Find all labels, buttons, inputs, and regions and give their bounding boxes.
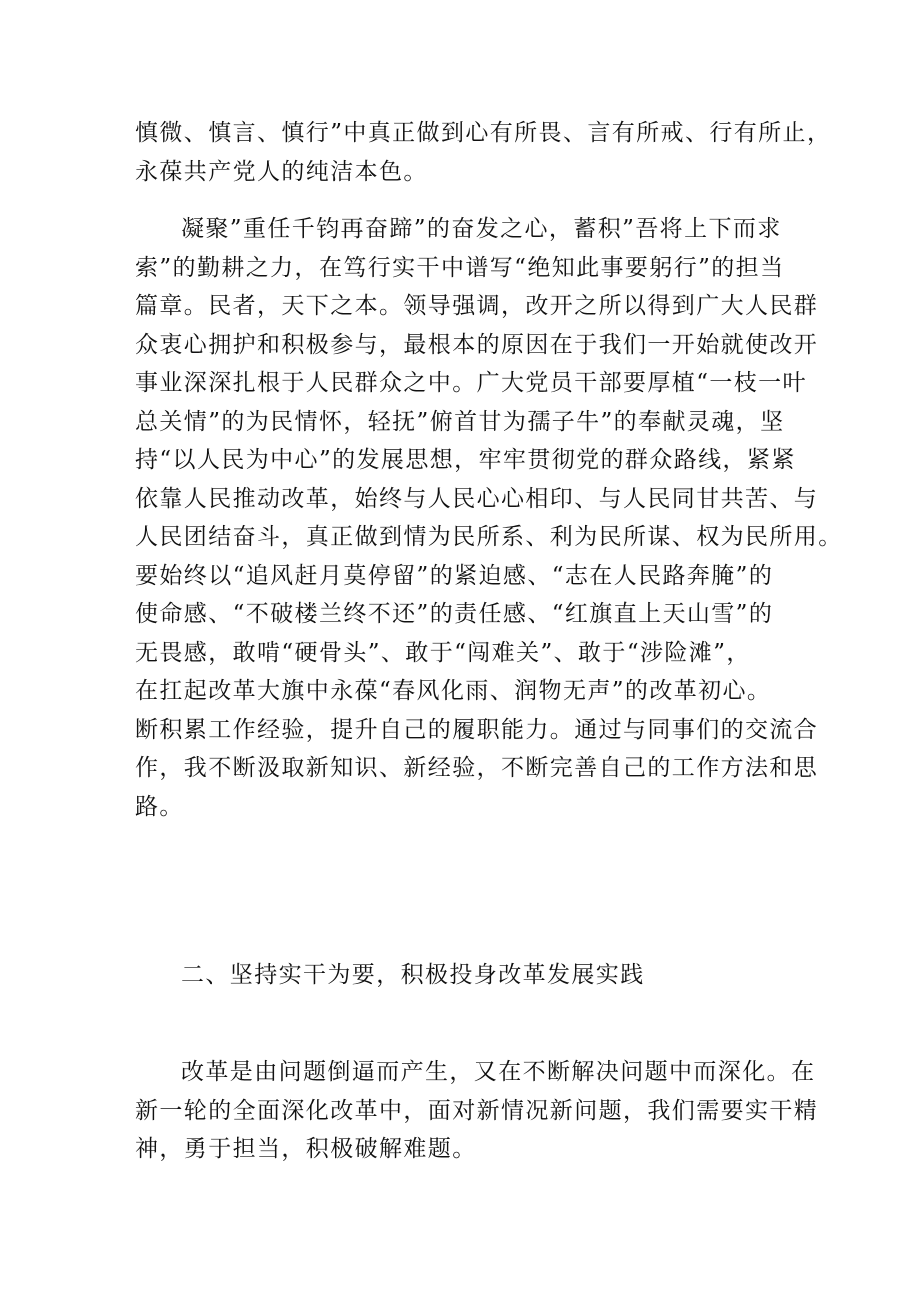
text-line: 依靠人民推动改革，始终与人民心心相印、与人民同甘共苦、与 — [135, 485, 819, 512]
text-line: 众衷心拥护和积极参与，最根本的原因在于我们一开始就使改开 — [135, 331, 819, 358]
text-line: 在扛起改革大旗中永葆“春风化雨、润物无声”的改革初心。 — [135, 678, 772, 704]
text-line: 篇章。民者，天下之本。领导强调，改开之所以得到广大人民群 — [135, 293, 819, 319]
text-line: 慎微、慎言、慎行”中真正做到心有所畏、言有所戒、行有所止， — [135, 120, 832, 146]
text-line: 持“以人民为中心”的发展思想，牢牢贯彻党的群众路线，紧紧 — [135, 447, 796, 473]
text-line: 人民团结奋斗，真正做到情为民所系、利为民所谋、权为民所用。 — [135, 524, 843, 550]
text-line: 断积累工作经验，提升自己的履职能力。通过与同事们的交流合 — [135, 716, 819, 743]
paragraph-continuation — [135, 114, 832, 191]
section-heading — [135, 956, 800, 995]
text-line: 事业深深扎根于人民群众之中。广大党员干部要厚植“一枝一叶 — [135, 370, 807, 396]
text-line: 神，勇于担当，积极破解难题。 — [135, 1136, 477, 1162]
text-line: 总关情”的为民情怀，轻抚”俯首甘为孺子牛”的奉献灵魂，坚 — [135, 408, 785, 435]
paragraph-body — [135, 1053, 819, 1169]
text-line: 新一轮的全面深化改革中，面对新情况新问题，我们需要实干精 — [135, 1097, 819, 1124]
heading-text: 二、坚持实干为要，积极投身改革发展实践 — [181, 962, 645, 988]
text-line: 要始终以“追风赶月莫停留”的紧迫感、“志在人民路奔腌”的 — [135, 562, 774, 589]
text-line: 作，我不断汲取新知识、新经验，不断完善自己的工作方法和思 — [135, 755, 819, 781]
text-line: 索”的勤耕之力，在笃行实干中谱写“绝知此事要躬行”的担当 — [135, 254, 785, 281]
paragraph-body — [135, 210, 843, 826]
text-line: 凝聚”重任千钧再奋蹄”的奋发之心，蓄积”吾将上下而求 — [181, 216, 782, 242]
text-line: 路。 — [135, 793, 184, 820]
text-line: 永葆共产党人的纯洁本色。 — [135, 158, 428, 185]
text-line: 改革是由问题倒逼而产生，又在不断解决问题中而深化。在 — [181, 1059, 816, 1085]
text-line: 无畏感，敢啃“硬骨头”、敢于“闯难关”、敢于“涉险滩”， — [135, 639, 751, 666]
text-line: 使命感、“不破楼兰终不还”的责任感、“红旗直上天山雪”的 — [135, 601, 774, 627]
